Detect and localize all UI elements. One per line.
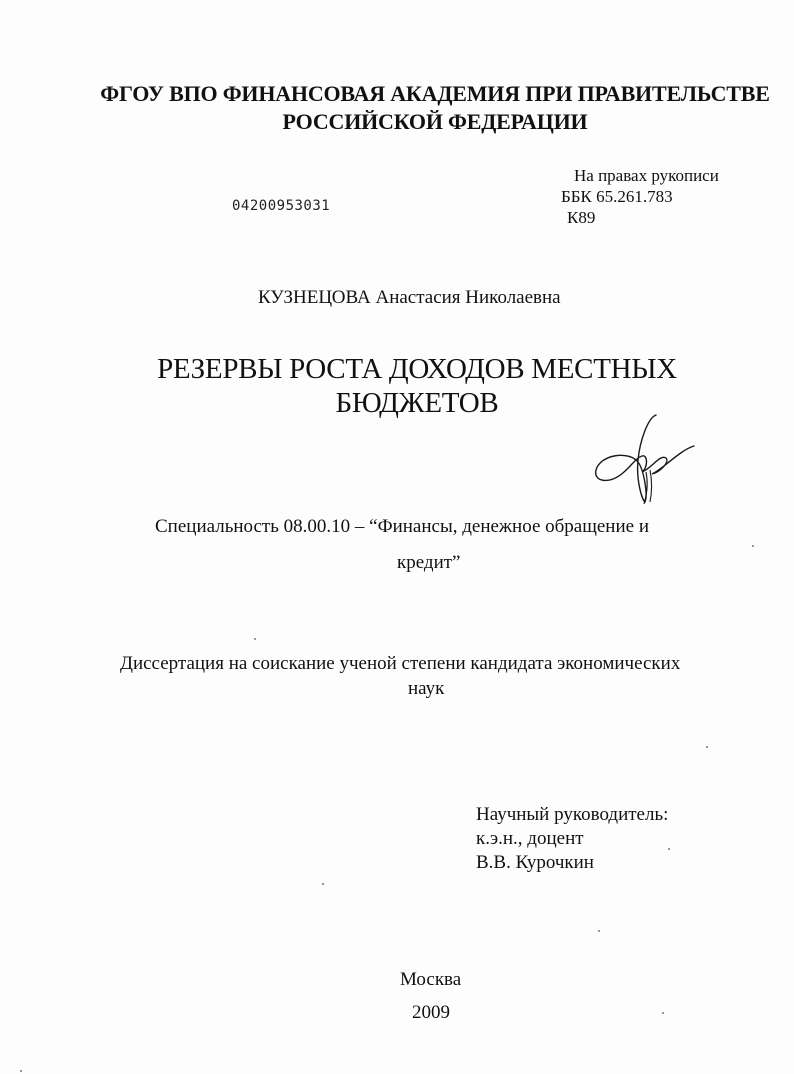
registration-number: 04200953031 xyxy=(232,198,331,214)
supervisor-label: Научный руководитель: xyxy=(476,804,669,825)
specialty-line-1: Специальность 08.00.10 – “Финансы, денежное обращение и xyxy=(155,516,649,537)
year: 2009 xyxy=(412,1002,450,1023)
scan-speck xyxy=(598,930,600,932)
scan-speck xyxy=(662,1012,664,1014)
dissertation-line-1: Диссертация на соискание ученой степени кандидата экономических xyxy=(120,653,681,674)
manuscript-note: На правах рукописи xyxy=(574,166,719,185)
handwritten-signature xyxy=(590,410,700,510)
supervisor-name: В.В. Курочкин xyxy=(476,852,594,873)
thesis-title-line-2: БЮДЖЕТОВ xyxy=(335,387,499,419)
scan-speck xyxy=(706,746,708,748)
specialty-line-2: кредит” xyxy=(397,552,461,573)
scan-speck xyxy=(668,848,670,850)
supervisor-degree: к.э.н., доцент xyxy=(476,828,584,849)
author-name: КУЗНЕЦОВА Анастасия Николаевна xyxy=(258,287,561,308)
organization-header xyxy=(40,80,794,136)
thesis-title-line-1: РЕЗЕРВЫ РОСТА ДОХОДОВ МЕСТНЫХ xyxy=(157,353,677,385)
scan-speck xyxy=(322,883,324,885)
organization-line-1: ФГОУ ВПО ФИНАНСОВАЯ АКАДЕМИЯ ПРИ ПРАВИТЕЛЬСТВЕ xyxy=(100,81,770,106)
scan-speck xyxy=(752,545,754,547)
organization-line-2: РОССИЙСКОЙ ФЕДЕРАЦИИ xyxy=(282,109,588,134)
bbk-code: ББК 65.261.783 xyxy=(561,187,673,206)
city: Москва xyxy=(400,969,462,990)
udc-code: К89 xyxy=(567,208,596,227)
dissertation-line-2: наук xyxy=(408,678,445,699)
scan-speck xyxy=(20,1070,22,1072)
scan-speck xyxy=(254,638,256,640)
